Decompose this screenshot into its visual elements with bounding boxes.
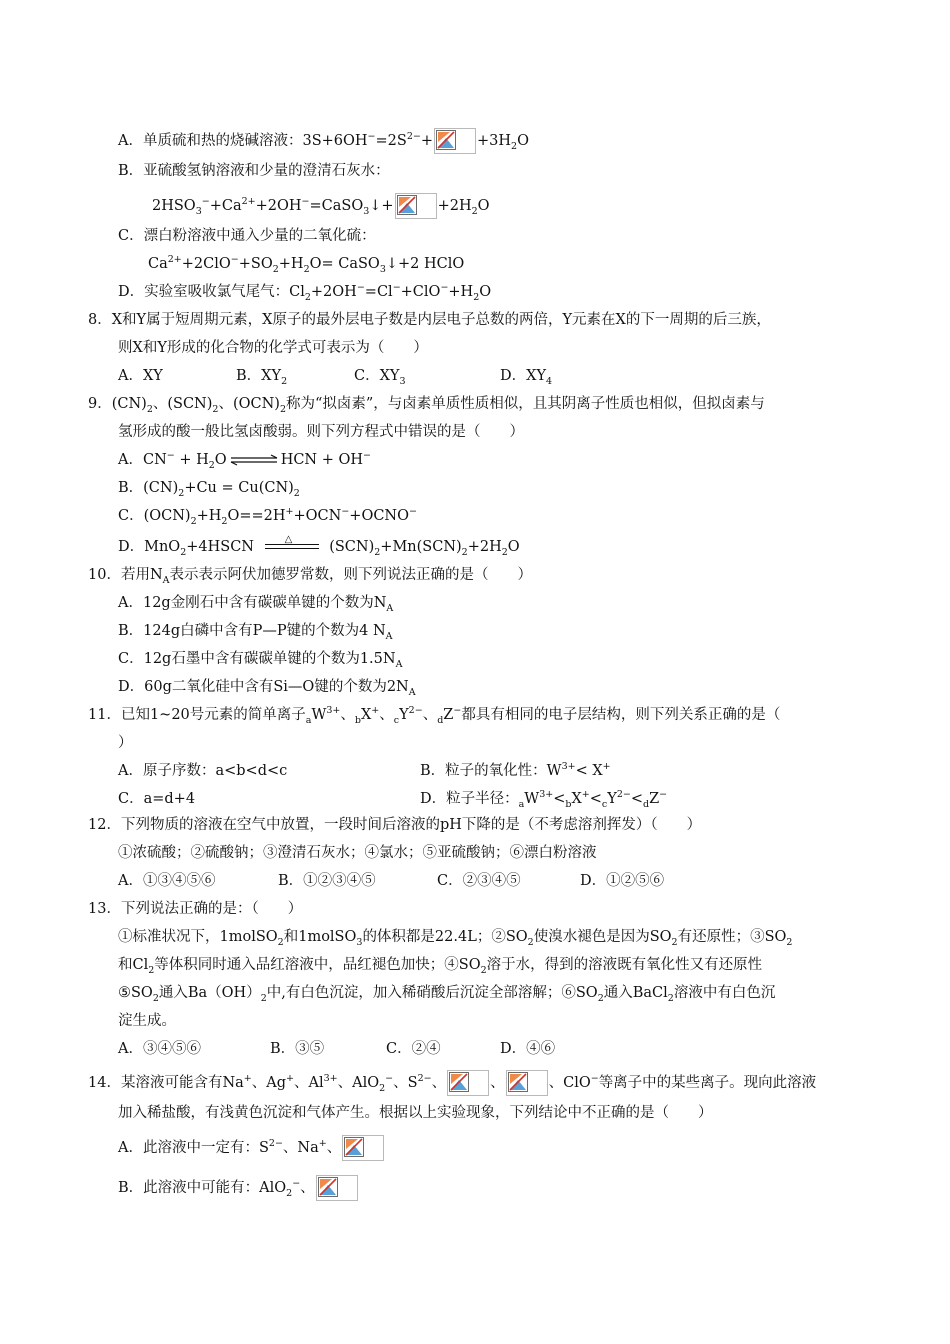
q9-stem-line2: 氢形成的酸一般比氢卤酸弱。则下列方程式中错误的是（ ） [118, 424, 524, 440]
q7-option-c: C．漂白粉溶液中通入少量的二氧化硫： [118, 228, 376, 244]
q10-option-b: B．124g白磷中含有P—P键的个数为4 $N_A$ [118, 623, 393, 642]
q13-statement-line4: 淀生成。 [118, 1013, 176, 1029]
q8-option-b: B．$XY_2$ [236, 368, 288, 387]
q9-option-d: D．MnO$_2$+4HSCN △ $(SCN)_2+Mn(SCN)_2+2H_2O$ [118, 537, 520, 557]
q13-statement-line1: ①标准状况下，1molSO$_2$和1molSO$_3$的体积都是22.4L；$②SO_2$使溴水褪色是因为$SO_2$有还原性；$③SO_2$ [118, 929, 793, 948]
q12-option-a: A．①③④⑤⑥ [118, 873, 216, 889]
q12-option-b: B．①②③④⑤ [278, 873, 376, 889]
broken-image-icon [434, 128, 476, 154]
q14-option-b: B．此溶液中可能有：AlO$_2$−、 [118, 1175, 359, 1201]
q9-option-b: B．$(CN)_2+Cu = Cu(CN)_2$ [118, 480, 300, 499]
q11-option-b: B．粒子的氧化性：$W^{3+}< X^+$ [420, 761, 611, 779]
broken-image-icon [395, 193, 437, 219]
q8-option-c: C．$XY_3$ [354, 368, 406, 387]
q7-option-b-equation: $2HSO_3^-+Ca^{2+}+2OH^-=CaSO_3↓+$ $+2H_2O$ [152, 193, 490, 219]
q14-stem-line2: 加入稀盐酸，有浅黄色沉淀和气体产生。根据以上实验现象，下列结论中不正确的是（ ） [118, 1105, 713, 1121]
q11-option-a: A．原子序数：a<b<d<c [118, 763, 288, 779]
heat-equals-sign [265, 534, 319, 555]
broken-image-icon [316, 1175, 358, 1201]
q8-stem-line1: 8．X和Y属于短周期元素，X原子的最外层电子数是内层电子总数的两倍，Y元素在X的下一周期的后三族， [88, 312, 771, 328]
q7-option-d: D．实验室吸收氯气尾气：$Cl_2+2OH^-=Cl^-+ClO^-+H_2O$ [118, 282, 492, 303]
broken-image-icon [342, 1135, 384, 1161]
q13-statement-line3: $⑤SO_2$通入$Ba(OH)_2$中,有白色沉淀，加入稀硝酸后沉淀全部溶解；$⑥SO_2$通入BaCl$_2$溶液中有白色沉 [118, 985, 776, 1004]
q9-option-a: A．$CN^- + H_2O$ HCN + OH− [118, 450, 371, 471]
q7-option-c-equation: $Ca^{2+}+2ClO^-+SO_2+H_2O=$ CaSO$_3$↓+2 HClO [148, 254, 465, 275]
q13-option-b: B．③⑤ [270, 1041, 325, 1057]
broken-image-icon [447, 1070, 489, 1096]
q13-option-d: D．④⑥ [500, 1041, 556, 1057]
q10-option-c: C．12g石墨中含有碳碳单键的个数为$1.5N_A$ [118, 651, 403, 670]
q8-option-a: A．XY [118, 368, 163, 384]
q9-stem-line1: 9．$(CN)_2$、$(SCN)_2$、$(OCN)_2$称为“拟卤素”，与卤素单质性质相似，且其阴离子性质也相似，但拟卤素与 [88, 396, 765, 415]
q13-stem: 13．下列说法正确的是：（ ） [88, 901, 303, 917]
q10-stem: 10．若用$N_A$表示表示阿伏加德罗常数，则下列说法正确的是（ ） [88, 567, 533, 586]
q10-option-a: A．12g金刚石中含有碳碳单键的个数为$N_A$ [118, 595, 394, 614]
q14-stem-line1: 14．某溶液可能含有Na+、Ag+、$Al^{3+}$、AlO$_2$−、$S^{2-}$、 、 、ClO−等离子中的某些离子。现向此溶液 [88, 1070, 816, 1096]
q11-option-c: C．a=d+4 [118, 791, 196, 807]
q13-option-c: C．②④ [386, 1041, 441, 1057]
q12-option-d: D．①②⑤⑥ [580, 873, 665, 889]
q12-substance-list: ①浓硫酸；②硫酸钠；③澄清石灰水；④氯水；⑤亚硫酸钠；⑥漂白粉溶液 [118, 845, 597, 861]
broken-image-icon [506, 1070, 548, 1096]
reversible-arrow-icon [229, 454, 279, 466]
heat-triangle: △ [284, 534, 293, 545]
q7-option-b: B．亚硫酸氢钠溶液和少量的澄清石灰水： [118, 163, 390, 179]
q8-option-d: D．$XY_4$ [500, 368, 553, 387]
q13-option-a: A．③④⑤⑥ [118, 1041, 201, 1057]
q13-statement-line2: 和$Cl_2$等体积同时通入品红溶液中，品红褪色加快；$④SO_2$溶于水，得到的溶液既有氧化性又有还原性 [118, 957, 763, 976]
q10-option-d: D．60g二氧化硅中含有Si—O键的个数为$2N_A$ [118, 679, 416, 698]
q12-option-c: C．②③④⑤ [437, 873, 521, 889]
q9-option-c: C．$(OCN)_2+H_2O==2H^++OCN^-+OCNO^-$ [118, 506, 417, 527]
q8-stem-line2: 则X和Y形成的化合物的化学式可表示为（ ） [118, 340, 428, 356]
q11-stem-line2: ） [118, 735, 133, 751]
q14-option-a: A．此溶液中一定有：$S^{2-}$、Na+、 [118, 1135, 385, 1161]
q7-option-a: A．单质硫和热的烧碱溶液：$3S+6OH^-=2S^{2-}+$ $+3H_2O$ [118, 128, 529, 154]
q11-option-d: D．粒子半径：$_aW^{3+}<_bX^+<_cY^{2-}<_dZ^-$ [420, 789, 668, 810]
q12-stem: 12．下列物质的溶液在空气中放置，一段时间后溶液的pH下降的是（不考虑溶剂挥发）（ ） [88, 817, 702, 833]
q11-stem-line1: 11．已知1~20号元素的简单离子$_aW^{3+}$、$_b$X+、$_cY^{2-}$、$_d$Z−都具有相同的电子层结构，则下列关系正确的是（ [88, 705, 781, 726]
